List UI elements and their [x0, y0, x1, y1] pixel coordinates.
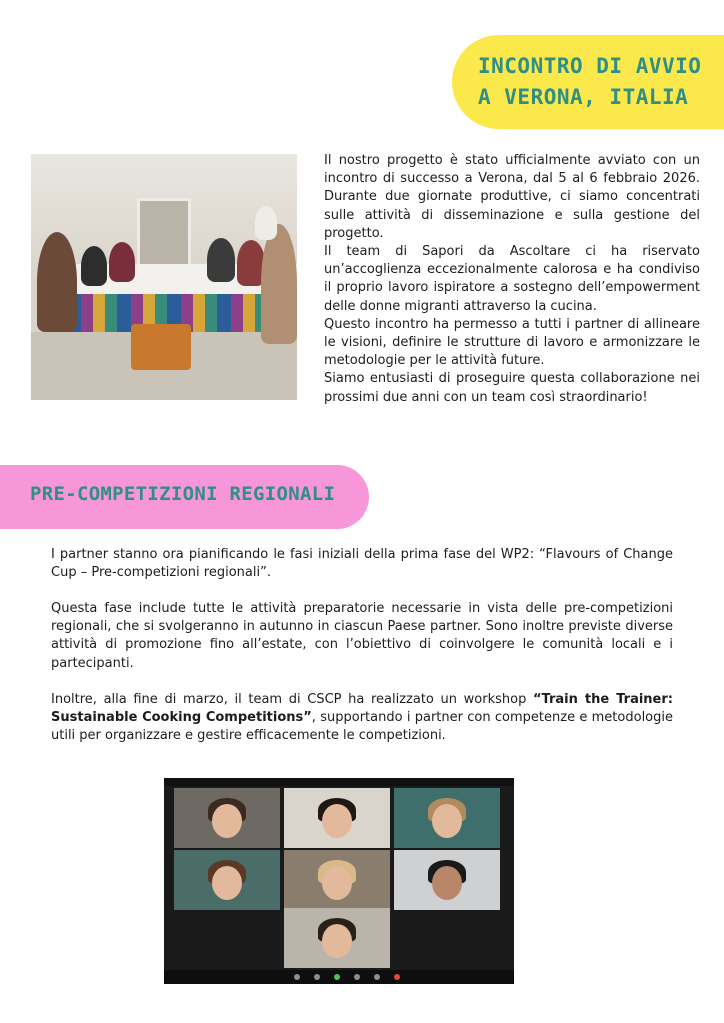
paragraph: I partner stanno ora pianificando le fasi iniziali della prima fase del WP2: “Flavours of Change Cup – Pre-competizioni regionali”.	[51, 547, 673, 581]
meeting-photo	[31, 154, 297, 400]
paragraph: Il team di Sapori da Ascoltare ci ha riservato un’accoglienza eccezionalmente calorosa e ha condiviso il proprio lavoro ispiratore a sostegno dell’empowerment delle donne migranti attraverso la cucina.	[324, 244, 700, 314]
paragraph: Il nostro progetto è stato ufficialmente avviato con un incontro di successo a Verona, dal 5 al 6 febbraio 2026. Durante due giornate produttive, ci siamo concentrati sulle attività di disseminazione e sulla gestione del progetto.	[324, 153, 700, 241]
paragraph: Questa fase include tutte le attività preparatorie necessarie in vista delle pre-competizioni regionali, che si svolgeranno in autunno in ciascun Paese partner. Sono inoltre previste diverse attività di promozione fino all’estate, con l’obiettivo di coinvolgere le comunità locali e i partecipanti.	[51, 601, 673, 671]
workshop-title: “Train the Trainer: Sustainable Cooking Competitions”	[51, 692, 673, 726]
section-title-banner	[0, 465, 369, 529]
section-title-banner	[452, 35, 724, 129]
paragraph	[51, 691, 673, 746]
paragraph: Siamo entusiasti di proseguire questa collaborazione nei prossimi due anni con un team così straordinario!	[324, 371, 700, 405]
paragraph-text: Inoltre, alla fine di marzo, il team di CSCP ha realizzato un workshop	[51, 692, 533, 707]
section-title: PRE-COMPETIZIONI REGIONALI	[30, 483, 336, 505]
video-call-screenshot	[164, 778, 514, 984]
paragraph: Questo incontro ha permesso a tutti i partner di allineare le visioni, definire le strutture di lavoro e armonizzare le metodologie per le attività future.	[324, 316, 700, 369]
paragraph-text: , supportando i partner con competenze e metodologie utili per organizzare e gestire efficacemente le competizioni.	[51, 710, 673, 744]
intro-text	[324, 152, 700, 407]
section-title: INCONTRO DI AVVIO A VERONA, ITALIA	[478, 54, 702, 109]
